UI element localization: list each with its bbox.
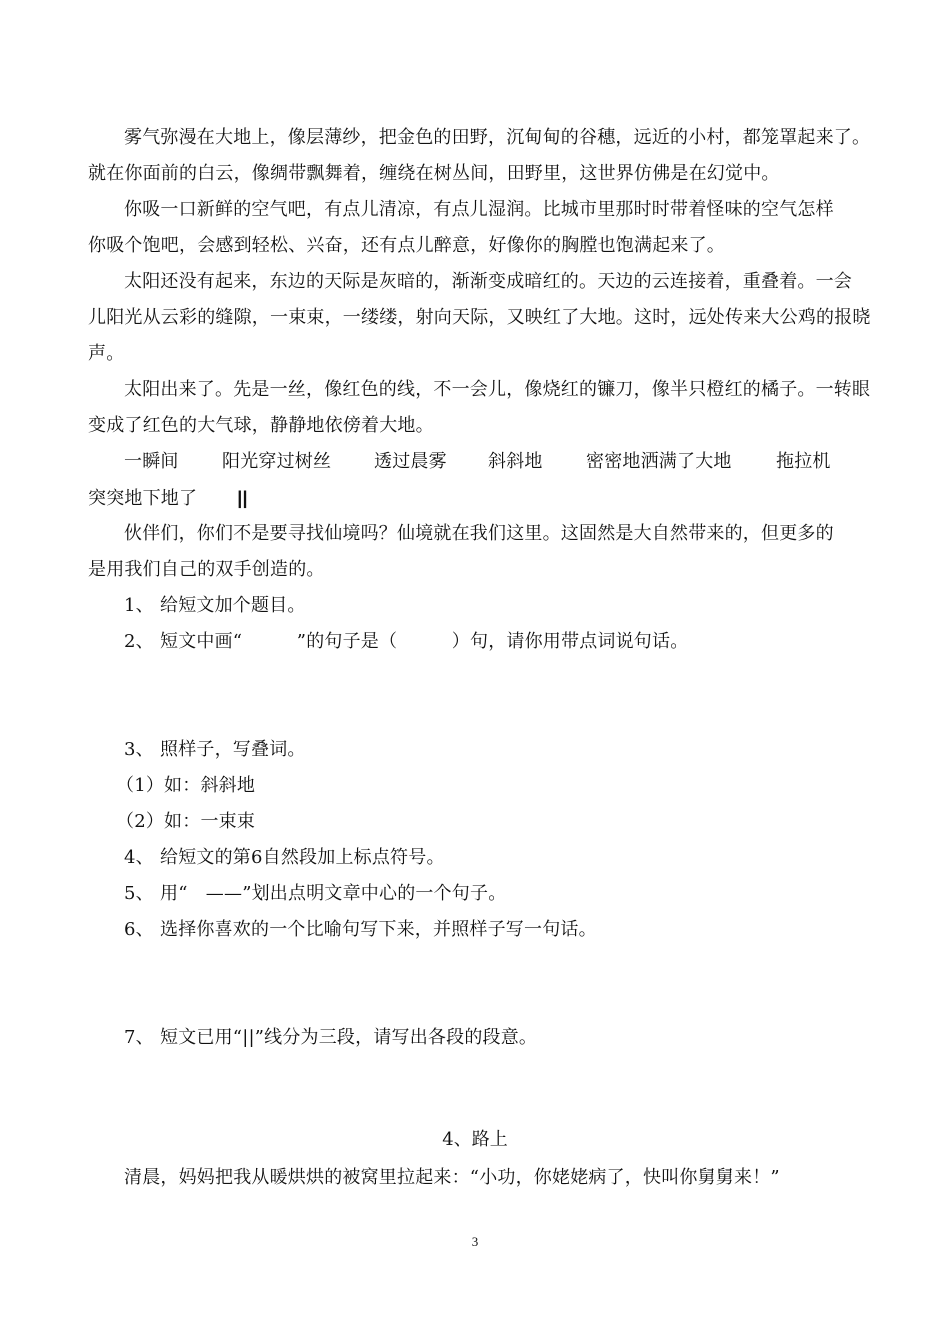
question-number: 1、 xyxy=(124,595,154,616)
paragraph-4-line-2: 变成了红色的大气球，静静地依傍着大地。 xyxy=(88,415,434,436)
question-text: 给短文加个题目。 xyxy=(160,595,306,616)
section-title: 4、路上 xyxy=(442,1129,508,1150)
paragraph-5-line-2 xyxy=(88,486,868,511)
question-1 xyxy=(124,594,904,618)
question-2 xyxy=(124,630,904,654)
question-3-example-1: （1）如：斜斜地 xyxy=(116,775,256,796)
word-item: 阳光穿过树丝 xyxy=(222,451,332,472)
question-text: 用“ ——”划出点明文章中心的一个句子。 xyxy=(160,883,507,904)
paragraph-2-line-2: 你吸个饱吧，会感到轻松、兴奋，还有点儿醉意，好像你的胸膛也饱满起来了。 xyxy=(88,235,725,256)
question-number: 5、 xyxy=(124,883,154,904)
page-number: 3 xyxy=(471,1234,479,1249)
question-3-example-2: （2）如：一束束 xyxy=(116,811,256,832)
word-item: 透过晨雾 xyxy=(374,451,447,472)
word-item: 斜斜地 xyxy=(488,451,543,472)
question-5 xyxy=(124,882,904,906)
question-text: 给短文的第6自然段加上标点符号。 xyxy=(160,847,445,868)
paragraph-6-line-1: 伙伴们，你们不是要寻找仙境吗？仙境就在我们这里。这固然是大自然带来的，但更多的 xyxy=(124,523,834,544)
question-4 xyxy=(124,846,904,870)
question-text: 短文已用“||”线分为三段，请写出各段的段意。 xyxy=(160,1027,538,1048)
paragraph-3-line-3: 声。 xyxy=(88,343,125,364)
question-3 xyxy=(124,738,904,762)
section-first-line: 清晨，妈妈把我从暖烘烘的被窝里拉起来：“小功，你姥姥病了，快叫你舅舅来！” xyxy=(124,1167,780,1188)
question-7 xyxy=(124,1026,904,1050)
paragraph-3-line-1: 太阳还没有起来，东边的天际是灰暗的，渐渐变成暗红的。天边的云连接着，重叠着。一会 xyxy=(124,271,852,292)
paragraph-4-line-1: 太阳出来了。先是一丝，像红色的线，不一会儿，像烧红的镰刀，像半只橙红的橘子。一转眼 xyxy=(124,379,871,400)
paragraph-3-line-2: 儿阳光从云彩的缝隙，一束束，一缕缕，射向天际，又映红了大地。这时，远处传来大公鸡的报晓 xyxy=(88,307,871,328)
question-number: 7、 xyxy=(124,1027,154,1048)
question-number: 4、 xyxy=(124,847,154,868)
paragraph-5-word-row xyxy=(88,450,868,474)
paragraph-1-line-1: 雾气弥漫在大地上，像层薄纱，把金色的田野，沉甸甸的谷穗，远近的小村，都笼罩起来了。 xyxy=(124,127,871,148)
word-item: 拖拉机 xyxy=(776,451,831,472)
word-item: 密密地洒满了大地 xyxy=(586,451,732,472)
question-number: 3、 xyxy=(124,739,154,760)
question-6 xyxy=(124,918,904,942)
question-text: 选择你喜欢的一个比喻句写下来，并照样子写一句话。 xyxy=(160,919,597,940)
question-number: 6、 xyxy=(124,919,154,940)
paragraph-2-line-1: 你吸一口新鲜的空气吧，有点儿清凉，有点儿湿润。比城市里那时时带着怪味的空气怎样 xyxy=(124,199,834,220)
paragraph-5-text: 突突地下地了 xyxy=(88,488,198,509)
word-item: 一瞬间 xyxy=(124,451,179,472)
paragraph-1-line-2: 就在你面前的白云，像绸带飘舞着，缠绕在树丛间，田野里，这世界仿佛是在幻觉中。 xyxy=(88,163,780,184)
question-number: 2、 xyxy=(124,631,154,652)
question-text: 短文中画“ ”的句子是（ ）句，请你用带点词说句话。 xyxy=(160,631,689,652)
paragraph-6-line-2: 是用我们自己的双手创造的。 xyxy=(88,559,325,580)
section-divider-mark: || xyxy=(237,488,248,508)
question-text: 照样子，写叠词。 xyxy=(160,739,306,760)
